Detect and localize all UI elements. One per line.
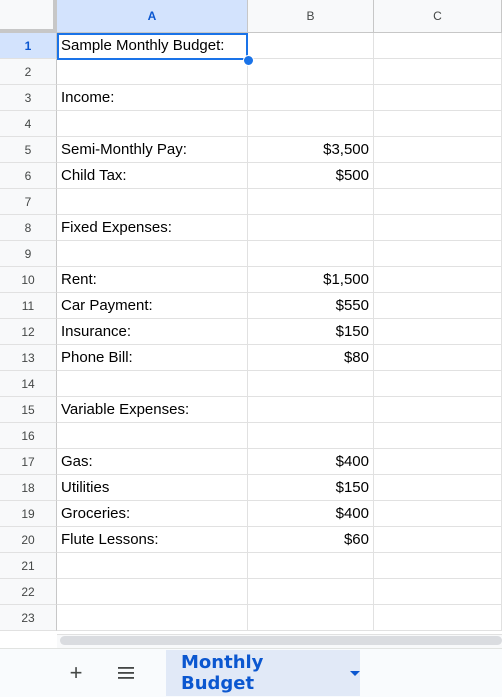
cell-b15[interactable] [248,397,374,423]
row-header-22[interactable]: 22 [0,579,57,605]
cell-c2[interactable] [374,59,502,85]
row-header-7[interactable]: 7 [0,189,57,215]
row-header-15[interactable]: 15 [0,397,57,423]
cell-a7[interactable] [57,189,248,215]
row-header-11[interactable]: 11 [0,293,57,319]
cell-b3[interactable] [248,85,374,111]
cell-b7[interactable] [248,189,374,215]
cell-a18[interactable]: Utilities [57,475,248,501]
cell-c12[interactable] [374,319,502,345]
caret-down-icon[interactable] [350,671,360,676]
cell-c19[interactable] [374,501,502,527]
cell-c1[interactable] [374,33,502,59]
cell-b18[interactable]: $150 [248,475,374,501]
row-header-17[interactable]: 17 [0,449,57,475]
cell-a16[interactable] [57,423,248,449]
column-header-a[interactable]: A [57,0,248,33]
column-header-c[interactable]: C [374,0,502,33]
cell-c4[interactable] [374,111,502,137]
cell-a9[interactable] [57,241,248,267]
cell-b10[interactable]: $1,500 [248,267,374,293]
cell-c6[interactable] [374,163,502,189]
row-header-1[interactable]: 1 [0,33,57,59]
cell-b2[interactable] [248,59,374,85]
row-header-10[interactable]: 10 [0,267,57,293]
select-all-corner[interactable] [0,0,57,33]
cell-b13[interactable]: $80 [248,345,374,371]
cell-a8[interactable]: Fixed Expenses: [57,215,248,241]
row-header-5[interactable]: 5 [0,137,57,163]
cell-b1[interactable] [248,33,374,59]
cell-c3[interactable] [374,85,502,111]
horizontal-scrollbar-thumb[interactable] [60,636,502,645]
cell-a6[interactable]: Child Tax: [57,163,248,189]
sheet-tab-monthly-budget[interactable] [166,650,360,696]
plus-icon: + [69,660,83,685]
cell-b12[interactable]: $150 [248,319,374,345]
cell-c8[interactable] [374,215,502,241]
cell-b23[interactable] [248,605,374,631]
cell-a13[interactable]: Phone Bill: [57,345,248,371]
add-sheet-button[interactable] [62,659,90,687]
row-header-12[interactable]: 12 [0,319,57,345]
cell-a10[interactable]: Rent: [57,267,248,293]
row-header-13[interactable]: 13 [0,345,57,371]
cell-b11[interactable]: $550 [248,293,374,319]
cell-c16[interactable] [374,423,502,449]
cell-b22[interactable] [248,579,374,605]
cell-a14[interactable] [57,371,248,397]
fill-handle[interactable] [243,55,254,66]
cell-a17[interactable]: Gas: [57,449,248,475]
cell-b5[interactable]: $3,500 [248,137,374,163]
row-header-14[interactable]: 14 [0,371,57,397]
cell-c10[interactable] [374,267,502,293]
cell-c21[interactable] [374,553,502,579]
row-header-21[interactable]: 21 [0,553,57,579]
cell-b20[interactable]: $60 [248,527,374,553]
cell-a22[interactable] [57,579,248,605]
cell-c5[interactable] [374,137,502,163]
row-header-6[interactable]: 6 [0,163,57,189]
cell-b6[interactable]: $500 [248,163,374,189]
row-header-8[interactable]: 8 [0,215,57,241]
all-sheets-button[interactable] [112,659,140,687]
cell-a20[interactable]: Flute Lessons: [57,527,248,553]
cell-c7[interactable] [374,189,502,215]
row-header-2[interactable]: 2 [0,59,57,85]
cell-a3[interactable]: Income: [57,85,248,111]
cell-b4[interactable] [248,111,374,137]
row-header-3[interactable]: 3 [0,85,57,111]
cell-c13[interactable] [374,345,502,371]
row-header-9[interactable]: 9 [0,241,57,267]
cell-c20[interactable] [374,527,502,553]
cell-a19[interactable]: Groceries: [57,501,248,527]
cell-b9[interactable] [248,241,374,267]
cell-b16[interactable] [248,423,374,449]
cell-c17[interactable] [374,449,502,475]
cell-a4[interactable] [57,111,248,137]
cell-a23[interactable] [57,605,248,631]
row-header-18[interactable]: 18 [0,475,57,501]
cell-c14[interactable] [374,371,502,397]
cell-b8[interactable] [248,215,374,241]
row-header-4[interactable]: 4 [0,111,57,137]
cell-c18[interactable] [374,475,502,501]
cell-b19[interactable]: $400 [248,501,374,527]
cell-c23[interactable] [374,605,502,631]
row-header-23[interactable]: 23 [0,605,57,631]
sheet-tab-label: Monthly Budget [181,652,264,694]
cell-c9[interactable] [374,241,502,267]
cell-c11[interactable] [374,293,502,319]
cell-a11[interactable]: Car Payment: [57,293,248,319]
hamburger-menu-icon [117,666,135,680]
cell-b14[interactable] [248,371,374,397]
column-header-b[interactable]: B [248,0,374,33]
cell-b21[interactable] [248,553,374,579]
row-header-19[interactable]: 19 [0,501,57,527]
cell-b17[interactable]: $400 [248,449,374,475]
cell-a15[interactable]: Variable Expenses: [57,397,248,423]
cell-c22[interactable] [374,579,502,605]
cell-a12[interactable]: Insurance: [57,319,248,345]
cell-a21[interactable] [57,553,248,579]
row-header-16[interactable]: 16 [0,423,57,449]
row-header-20[interactable]: 20 [0,527,57,553]
cell-a2[interactable] [57,59,248,85]
cell-a5[interactable]: Semi-Monthly Pay: [57,137,248,163]
cell-a1[interactable]: Sample Monthly Budget: [57,33,248,59]
cell-c15[interactable] [374,397,502,423]
